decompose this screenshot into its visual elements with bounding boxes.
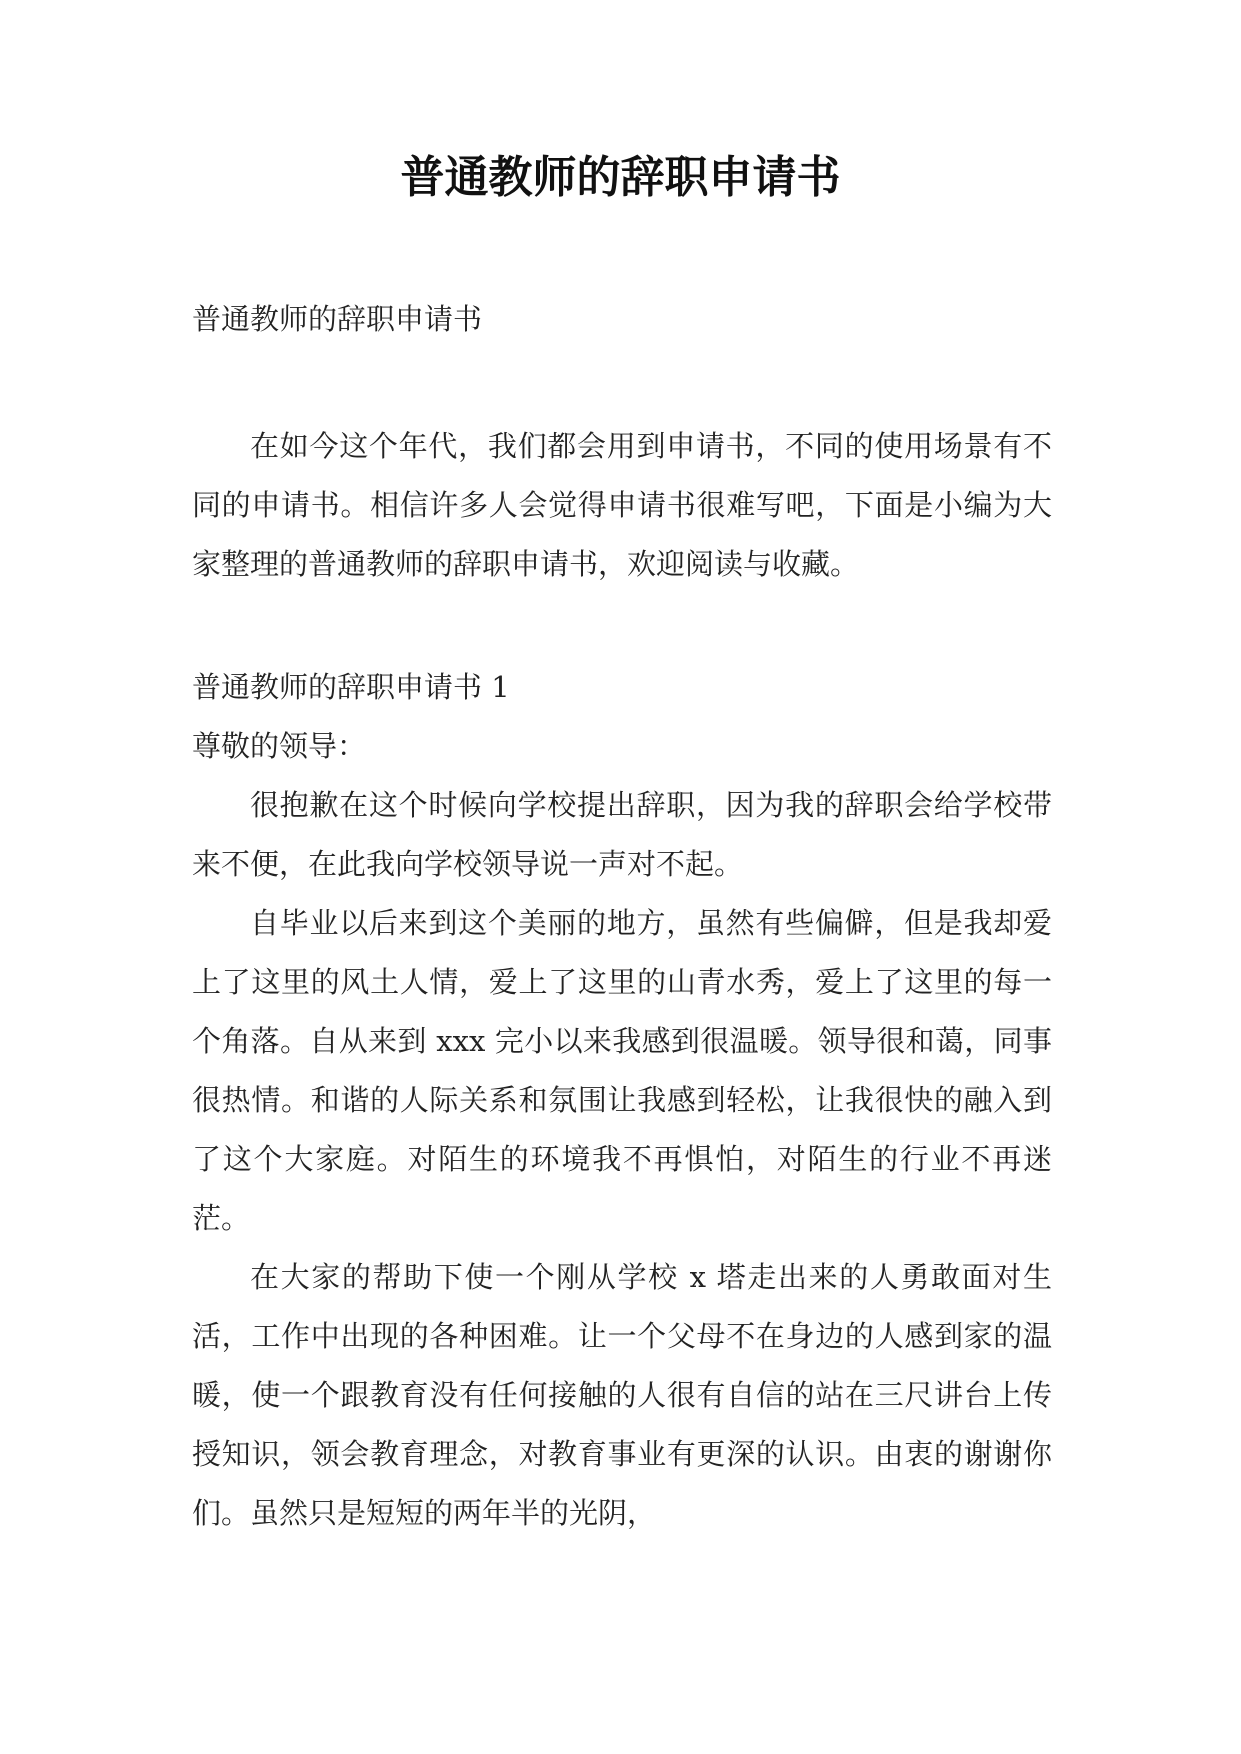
document-title: 普通教师的辞职申请书 — [400, 152, 841, 203]
body-paragraph: 很抱歉在这个时候向学校提出辞职，因为我的辞职会给学校带来不便，在此我向学校领导说一声对不起。 — [192, 788, 1052, 881]
document-subtitle: 普通教师的辞职申请书 — [192, 302, 483, 336]
salutation: 尊敬的领导： — [192, 729, 367, 763]
intro-paragraph: 在如今这个年代，我们都会用到申请书，不同的使用场景有不同的申请书。相信许多人会觉得申请书很难写吧，下面是小编为大家整理的普通教师的辞职申请书，欢迎阅读与收藏。 — [192, 429, 1052, 581]
document-body — [192, 290, 1052, 1543]
body-paragraph: 在大家的帮助下使一个刚从学校 x 塔走出来的人勇敢面对生活，工作中出现的各种困难。让一个父母不在身边的人感到家的温暖，使一个跟教育没有任何接触的人很有自信的站在三尺讲台上传授知识，领会教育理念，对教育事业有更深的认识。由衷的谢谢你们。虽然只是短短的两年半的光阴， — [192, 1260, 1052, 1530]
section-heading: 普通教师的辞职申请书 1 — [192, 670, 510, 704]
body-paragraph: 自毕业以后来到这个美丽的地方，虽然有些偏僻，但是我却爱上了这里的风土人情，爱上了这里的山青水秀，爱上了这里的每一个角落。自从来到 xxx 完小以来我感到很温暖。领导很和蔼，同事很热情。和谐的人际关系和氛围让我感到轻松，让我很快的融入到了这个大家庭。对陌生的环境我不再惧怕，对陌生的行业不再迷茫。 — [192, 906, 1052, 1235]
